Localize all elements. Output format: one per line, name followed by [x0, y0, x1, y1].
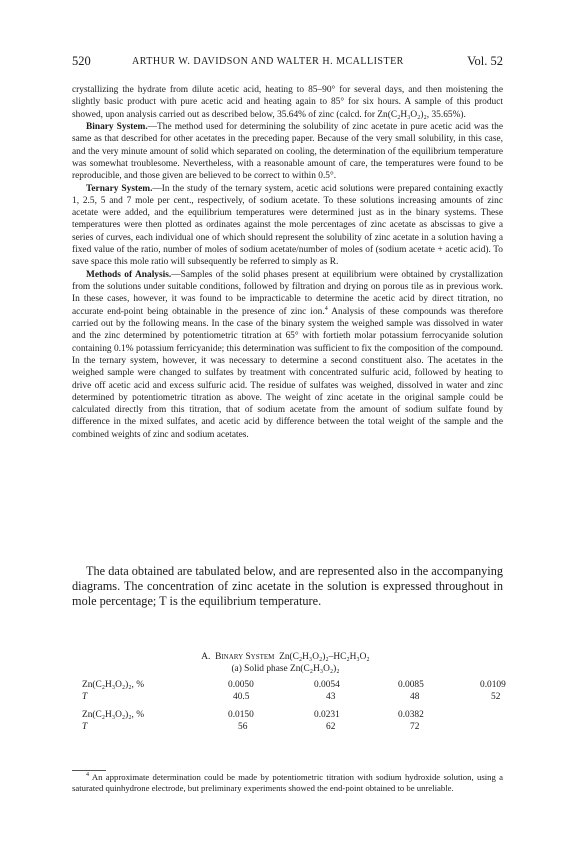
paragraph-ternary-system	[72, 183, 503, 269]
table-cell: 0.0231	[314, 710, 340, 720]
table-cell: 48	[410, 692, 420, 702]
footnote-mark: 4	[86, 772, 89, 779]
table-cell: 52	[491, 692, 501, 702]
paragraph-methods-of-analysis	[72, 269, 503, 441]
table-cell: 40.5	[233, 692, 250, 702]
table-cell: 0.0085	[398, 680, 424, 690]
table-title	[0, 652, 571, 662]
paragraph-preparation: crystallizing the hydrate from dilute acetic acid, heating to 85–90° for several days, and then moistening the slightly basic product with pure acetic acid and heating again to 85° for six hours. A sample of this product showed, upon analysis carried out as described below, 35.64% of zinc (calcd. for Zn(C₂H₃O₂)₂, 35.65%).	[72, 85, 503, 120]
table-cell: 62	[326, 722, 336, 732]
page-header	[72, 54, 503, 72]
running-title: ARTHUR W. DAVIDSON AND WALTER H. MCALLISTER	[132, 56, 404, 67]
table-title-system: Binary System	[215, 652, 275, 662]
table-row	[0, 680, 571, 692]
table-row	[0, 710, 571, 722]
page-number: 520	[72, 54, 91, 68]
body-text	[72, 84, 503, 441]
footnote	[72, 772, 503, 794]
section-heading-binary: Binary System.	[86, 121, 148, 132]
table-row	[0, 692, 571, 704]
paragraph-data-intro: The data obtained are tabulated below, and are represented also in the accompanying diagrams. The concentration of zinc acetate in the solution is expressed throughout in mole percentage; T is the equilibrium temperature.	[72, 564, 503, 609]
footnote-reference: 4	[324, 305, 328, 312]
footnote-text	[72, 772, 503, 794]
paragraph-methods-text-b: Analysis of these compounds was therefore carried out by the following means. In the case of the binary system the weighed sample was dissolved in water and the zinc determined by potentiometric titration at 65° with fortieth molar potassium ferrocyanide solution containing 0.1% potassium ferricyanide; this determination was sufficient to fix the composition of the compound. In the ternary system, however, it was necessary to determine a second constituent also. The acetates in the weighed sample were changed to sulfates by treatment with concentrated sulfuric acid, followed by heating to drive off acetic acid and excess sulfuric acid. The residue of sulfates was weighed, dissolved in water and zinc determined by potentiometric titration as above. The weight of zinc acetate in the original sample could be calculated directly from this titration, that of sodium acetate from the amount of sodium sulfate found by difference in the mixed sulfates, and acetic acid by difference between the total weight of the sample and the combined weights of zinc and sodium acetates.	[72, 306, 503, 440]
footnote-divider	[72, 770, 106, 771]
table-cell: 0.0054	[314, 680, 340, 690]
row-label: T	[82, 692, 88, 702]
table-cell: 0.0050	[228, 680, 254, 690]
footnote-body: An approximate determination could be made by potentiometric titration with sodium hydroxide solution, using a saturated quinhydrone electrode, but preliminary experiments showed the end-point obtained to be unreliable.	[72, 772, 503, 794]
table-subtitle: (a) Solid phase Zn(C₂H₃O₂)₂	[231, 664, 340, 674]
section-heading-ternary: Ternary System.	[86, 183, 153, 194]
table-cell: 0.0382	[398, 710, 424, 720]
paragraph-binary-system	[72, 121, 503, 183]
volume-label: Vol. 52	[467, 54, 503, 68]
table-cell: 72	[410, 722, 420, 732]
paragraph-ternary-text: —In the study of the ternary system, acetic acid solutions were prepared containing exactly 1, 2.5, 5 and 7 mole per cent., respectively, of sodium acetate. To these solutions increasing amounts of zinc acetate were added, and the equilibrium temperatures were determined just as in the binary systems. These temperatures were then plotted as ordinates against the mole percentages of zinc acetate as abscissas to give a series of curves, each individual one of which should represent the solubility of zinc acetate in a solution having a fixed value of the ratio, number of moles of sodium acetate/number of moles of (sodium acetate + acetic acid). To save space this mole ratio will subsequently be referred to simply as R.	[72, 183, 504, 268]
paragraph-binary-text: —The method used for determining the solubility of zinc acetate in pure acetic acid was the same as that described for other acetates in the preceding paper. Because of the very small solubility, in this case, and the very minute amount of solid which separated on cooling, the determination of the equilibrium temperature was somewhat troublesome. Nevertheless, with a reasonable amount of care, the temperatures were found to be reproducible, and those given are believed to be correct to within 0.5°.	[72, 121, 503, 182]
data-intro	[72, 564, 503, 609]
table-title-prefix: A.	[201, 652, 211, 662]
row-label: T	[82, 722, 88, 732]
row-label: Zn(C₂H₃O₂)₂, %	[82, 680, 145, 690]
table-cell: 56	[238, 722, 248, 732]
row-label: Zn(C₂H₃O₂)₂, %	[82, 710, 145, 720]
paragraph-methods-text-a: —Samples of the solid phases present at equilibrium were obtained by crystallization from the solutions under suitable conditions, followed by filtration and drying on porous tile as in previous work. In these cases, however, it was found to be impracticable to determine the acetic acid by direct titration, no accurate end-point being obtainable in the presence of zinc ion.	[72, 269, 503, 317]
table-cell: 43	[326, 692, 336, 702]
table-row	[0, 722, 571, 734]
table-cell: 0.0109	[480, 680, 506, 690]
table-cell: 0.0150	[228, 710, 254, 720]
table-title-formula: Zn(C₂H₃O₂)₂–HC₂H₃O₂	[279, 652, 370, 662]
section-heading-methods: Methods of Analysis.	[86, 269, 172, 280]
